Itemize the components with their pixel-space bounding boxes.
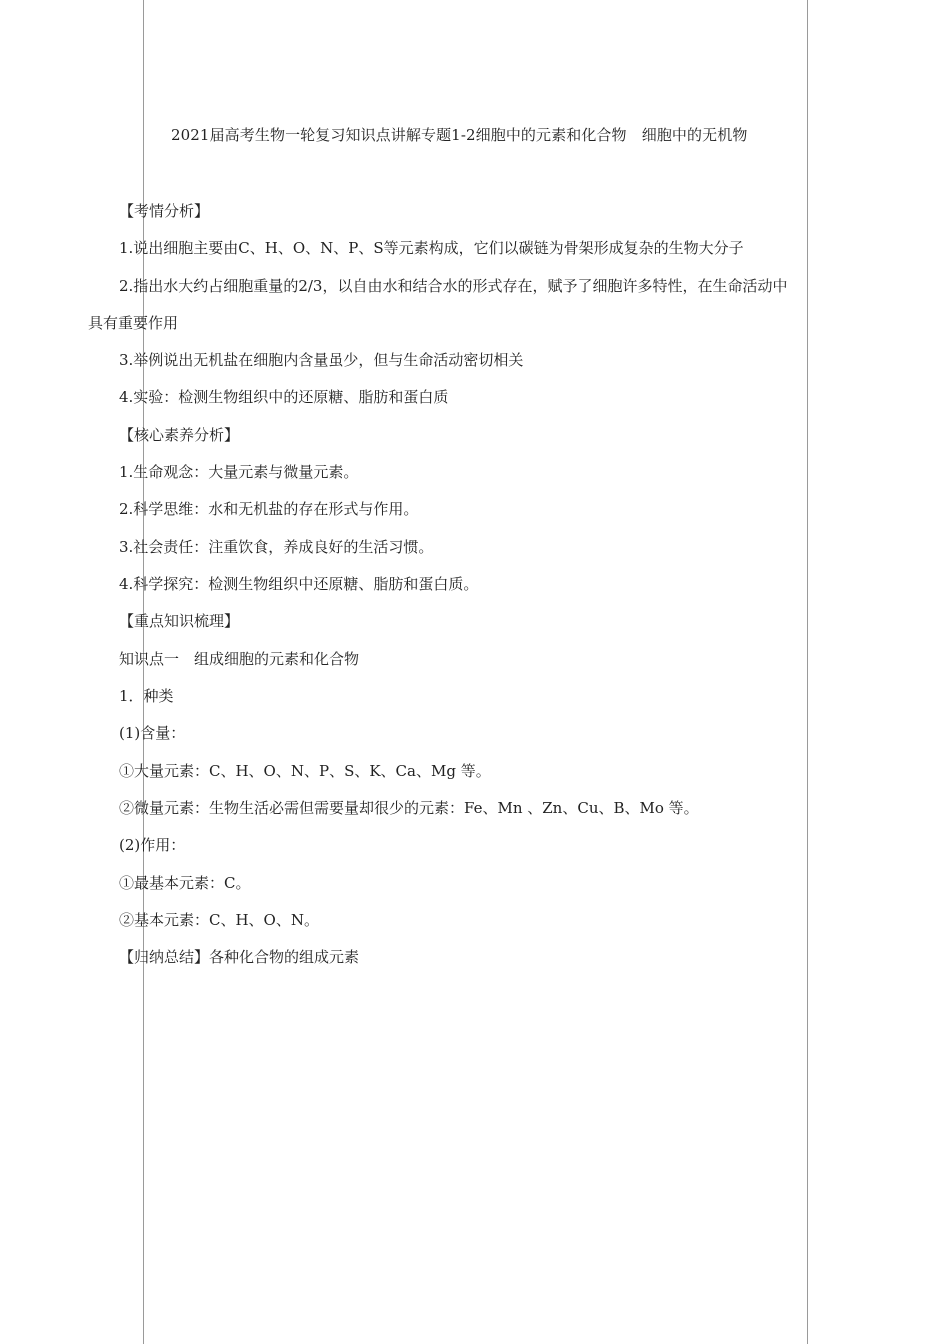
paragraph-line: 1.说出细胞主要由C、H、O、N、P、S等元素构成，它们以碳链为骨架形成复杂的生物大分子 [119,239,744,257]
paragraph-line: 4.实验：检测生物组织中的还原糖、脂肪和蛋白质 [119,388,449,406]
paragraph-line: 1．种类 [119,687,174,705]
paragraph-line: 3.举例说出无机盐在细胞内含量虽少，但与生命活动密切相关 [119,351,524,369]
section-heading-core-literacy: 【核心素养分析】 [119,426,240,444]
paragraph-line: ②基本元素：C、H、O、N。 [119,911,319,929]
paragraph-line: 2.指出水大约占细胞重量的2/3，以自由水和结合水的形式存在，赋予了细胞许多特性，在生命活动中 [119,277,788,295]
paragraph-line-continuation: 具有重要作用 [88,314,179,332]
paragraph-line: ②微量元素：生物生活必需但需要量却很少的元素：Fe、Mn 、Zn、Cu、B、Mo 等。 [119,799,699,817]
paragraph-line: ①最基本元素：C。 [119,874,251,892]
section-heading-exam-analysis: 【考情分析】 [119,202,210,220]
paragraph-line: (2)作用： [119,836,186,854]
paragraph-line: 3.社会责任：注重饮食，养成良好的生活习惯。 [119,538,434,556]
section-heading-summary: 【归纳总结】各种化合物的组成元素 [119,948,360,966]
paragraph-line: 4.科学探究：检测生物组织中还原糖、脂肪和蛋白质。 [119,575,479,593]
paragraph-line: ①大量元素：C、H、O、N、P、S、K、Ca、Mg 等。 [119,762,491,780]
paragraph-line: (1)含量： [119,724,186,742]
section-heading-key-knowledge: 【重点知识梳理】 [119,612,240,630]
paragraph-line: 1.生命观念：大量元素与微量元素。 [119,463,359,481]
paragraph-line: 2.科学思维：水和无机盐的存在形式与作用。 [119,500,419,518]
document-title: 2021届高考生物一轮复习知识点讲解专题1-2细胞中的元素和化合物 细胞中的无机物 [171,126,748,144]
subheading-knowledge-point: 知识点一 组成细胞的元素和化合物 [119,650,360,668]
margin-line-right [807,0,808,1344]
